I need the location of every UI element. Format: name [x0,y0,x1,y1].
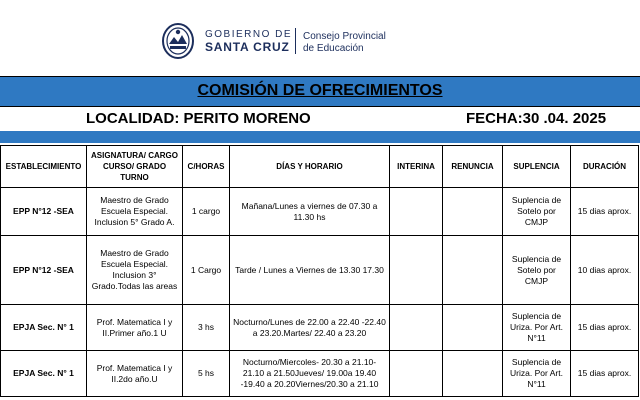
col-header-establecimiento: ESTABLECIMIENTO [1,146,87,188]
cell-horas: 3 hs [183,305,230,351]
cell-dias: Nocturno/Miercoles- 20.30 a 21.10- 21.10 a 21.50Jueves/ 19.00a 19.40 -19.40 a 20.20Viernes/20.30 a 21.10 [230,351,390,397]
cell-renuncia [443,236,503,305]
government-name-line1: GOBIERNO DE [205,29,293,40]
col-header-suplencia: SUPLENCIA [503,146,571,188]
table-header-row [1,146,639,188]
col-header-duracion: DURACIÓN [571,146,639,188]
localidad-label: LOCALIDAD: PERITO MORENO [86,110,311,127]
table-row [1,305,639,351]
fecha-label: FECHA:30 .04. 2025 [466,110,607,127]
cell-suplencia: Suplencia de Uriza. Por Art. N°11 [503,351,571,397]
cell-duracion: 15 dias aprox. [571,188,639,236]
col-header-horas: C/HORAS [183,146,230,188]
cell-interina [390,305,443,351]
cell-interina [390,236,443,305]
cell-interina [390,351,443,397]
cell-renuncia [443,351,503,397]
cell-establecimiento: EPP N°12 -SEA [1,236,87,305]
cell-establecimiento: EPP N°12 -SEA [1,188,87,236]
cell-duracion: 10 dias aprox. [571,236,639,305]
cell-renuncia [443,305,503,351]
cell-horas: 5 hs [183,351,230,397]
page-header [0,0,640,76]
cell-asignatura: Prof. Matematica I y II.Primer año.1 U [87,305,183,351]
col-header-interina: INTERINA [390,146,443,188]
cell-dias: Mañana/Lunes a viernes de 07.30 a 11.30 hs [230,188,390,236]
page-title: COMISIÓN DE OFRECIMIENTOS [197,82,443,99]
cell-suplencia: Suplencia de Sotelo por CMJP [503,188,571,236]
col-header-asignatura: ASIGNATURA/ CARGO CURSO/ GRADO TURNO [87,146,183,188]
cell-suplencia: Suplencia de Sotelo por CMJP [503,236,571,305]
council-name-line1: Consejo Provincial [303,31,386,42]
cell-asignatura: Prof. Matematica I y II.2do año.U [87,351,183,397]
cell-duracion: 15 dias aprox. [571,305,639,351]
cell-asignatura: Maestro de Grado Escuela Especial. Inclusion 5° Grado A. [87,188,183,236]
cell-establecimiento: EPJA Sec. N° 1 [1,305,87,351]
offers-table [0,145,639,397]
col-header-renuncia: RENUNCIA [443,146,503,188]
table-row [1,236,639,305]
santa-cruz-seal-icon [161,22,195,60]
cell-renuncia [443,188,503,236]
accent-bar [0,131,640,143]
government-name-line2: SANTA CRUZ [205,40,290,54]
table-row [1,188,639,236]
cell-interina [390,188,443,236]
cell-duracion: 15 dias aprox. [571,351,639,397]
cell-establecimiento: EPJA Sec. N° 1 [1,351,87,397]
cell-dias: Tarde / Lunes a Viernes de 13.30 17.30 [230,236,390,305]
cell-asignatura: Maestro de Grado Escuela Especial. Inclusion 3° Grado.Todas las areas [87,236,183,305]
cell-horas: 1 cargo [183,188,230,236]
cell-dias: Nocturno/Lunes de 22.00 a 22.40 -22.40 a 23.20.Martes/ 22.40 a 23.20 [230,305,390,351]
table-row [1,351,639,397]
logo-divider [295,28,296,54]
cell-suplencia: Suplencia de Uriza. Por Art. N°11 [503,305,571,351]
council-name-line2: de Educación [303,43,364,54]
cell-horas: 1 Cargo [183,236,230,305]
col-header-dias: DÍAS Y HORARIO [230,146,390,188]
